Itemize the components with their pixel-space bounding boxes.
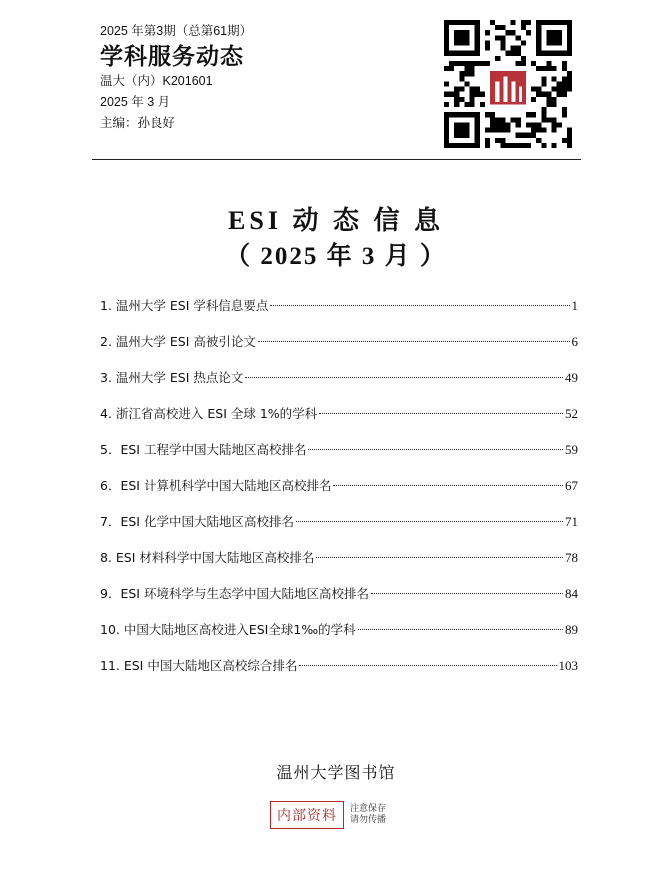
toc-entry [100,512,578,548]
library-logo-icon [490,71,526,104]
publication-title: 学科服务动态 [100,43,244,69]
toc-entry-page: 6 [571,334,578,349]
toc-leader-dots [316,557,563,558]
stamp-notice [350,804,386,826]
toc-leader-dots [358,629,563,630]
toc-leader-dots [270,305,569,306]
registration-number: 温大（内）K201601 [100,74,213,88]
document-subtitle: （ 2025 年 3 月 ） [225,243,447,270]
toc-leader-dots [245,377,563,378]
toc-entry [100,476,578,512]
toc-leader-dots [371,593,563,594]
toc-leader-dots [258,341,570,342]
masthead [100,22,480,134]
toc-leader-dots [296,521,563,522]
issue-number: 2025 年第3期（总第61期） [100,24,253,38]
toc-entry-page: 71 [565,514,578,529]
stamp-label: 内部资料 [270,801,344,829]
toc-entry [100,332,578,368]
toc-entry-title: 4. 浙江省高校进入 ESI 全球 1%的学科 [100,406,318,421]
toc-leader-dots [299,665,556,666]
toc-entry-title: 9．ESI 环境科学与生态学中国大陆地区高校排名 [100,586,369,601]
toc-entry [100,440,578,476]
qr-code [444,20,572,148]
toc-entry [100,368,578,404]
internal-material-stamp [270,801,386,829]
toc-entry-title: 7．ESI 化学中国大陆地区高校排名 [100,514,294,529]
toc-entry-title: 6．ESI 计算机科学中国大陆地区高校排名 [100,478,332,493]
toc-entry-title: 3. 温州大学 ESI 热点论文 [100,370,244,385]
toc-entry [100,620,578,656]
toc-entry [100,656,578,692]
toc-entry-title: 10. 中国大陆地区高校进入ESI全球1‰的学科 [100,622,356,637]
toc-entry-title: 1. 温州大学 ESI 学科信息要点 [100,298,269,313]
chief-editor: 主编：孙良好 [100,116,176,130]
notice-line-2: 请勿传播 [350,815,387,825]
toc-entry-page: 67 [565,478,578,493]
toc-leader-dots [333,485,563,486]
toc-entry-page: 103 [558,658,578,673]
toc-entry-page: 84 [565,586,578,601]
toc-entry [100,584,578,620]
toc-entry-title: 8. ESI 材料科学中国大陆地区高校排名 [100,550,315,565]
toc-entry-page: 78 [565,550,578,565]
toc-entry-page: 52 [565,406,578,421]
toc-entry-title: 5．ESI 工程学中国大陆地区高校排名 [100,442,307,457]
toc-entry-page: 1 [571,298,578,313]
library-name: 温州大学图书馆 [276,763,396,782]
document-title: ESI 动 态 信 息 [228,206,444,235]
toc-entry-page: 59 [565,442,578,457]
toc-entry [100,296,578,332]
publication-date: 2025 年 3 月 [100,95,171,109]
toc-entry-title: 2. 温州大学 ESI 高被引论文 [100,334,256,349]
table-of-contents [100,296,578,692]
toc-entry [100,404,578,440]
toc-entry-page: 89 [565,622,578,637]
toc-leader-dots [308,449,563,450]
header-divider [92,159,581,160]
notice-line-1: 注意保存 [350,804,387,814]
toc-entry-title: 11. ESI 中国大陆地区高校综合排名 [100,658,298,673]
toc-leader-dots [319,413,563,414]
toc-entry-page: 49 [565,370,578,385]
toc-entry [100,548,578,584]
